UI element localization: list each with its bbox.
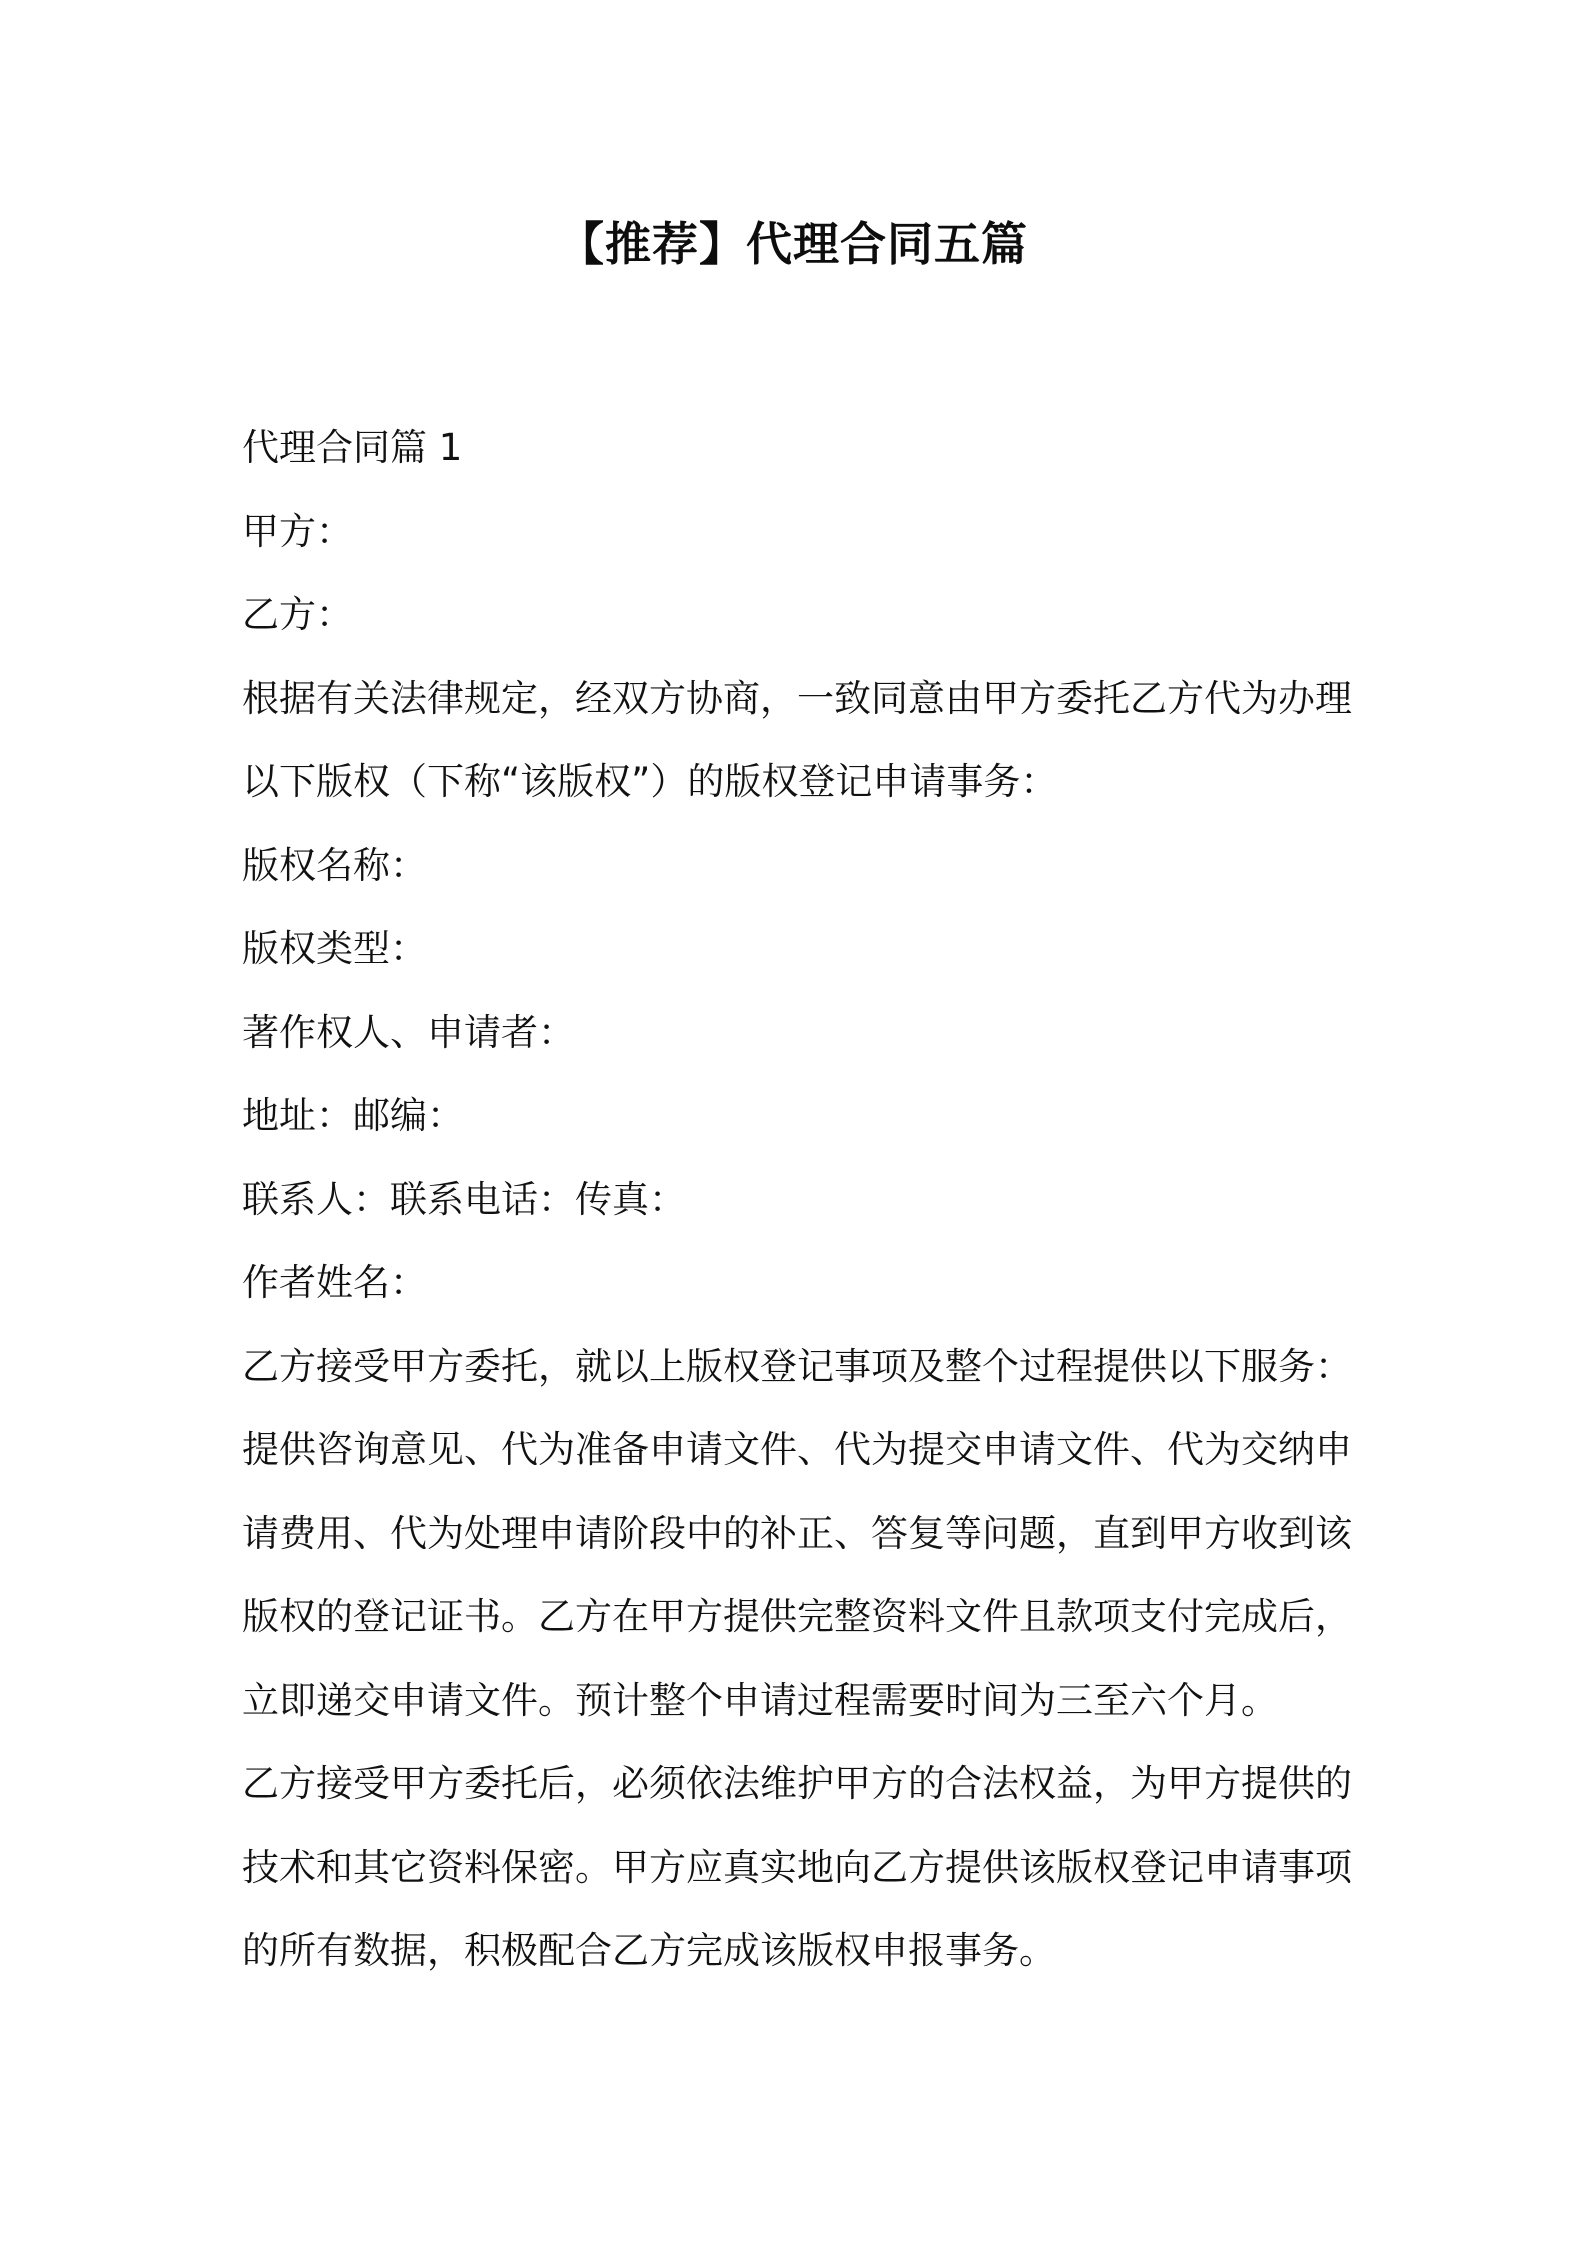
paragraph-line: 立即递交申请文件。预计整个申请过程需要时间为三至六个月。 — [242, 1678, 1278, 1722]
document-title: 【推荐】代理合同五篇 — [558, 217, 1028, 271]
party-a-field: 甲方： — [242, 509, 353, 553]
paragraph-line: 技术和其它资料保密。甲方应真实地向乙方提供该版权登记申请事项 — [242, 1845, 1352, 1889]
paragraph-line: 版权的登记证书。乙方在甲方提供完整资料文件且款项支付完成后， — [242, 1595, 1352, 1638]
paragraph-line: 的所有数据，积极配合乙方完成该版权申报事务。 — [242, 1929, 1056, 1972]
paragraph-line: 提供咨询意见、代为准备申请文件、代为提交申请文件、代为交纳申 — [242, 1428, 1352, 1471]
paragraph-line: 请费用、代为处理申请阶段中的补正、答复等问题，直到甲方收到该 — [242, 1511, 1352, 1555]
copyright-owner-field: 著作权人、申请者： — [242, 1010, 575, 1054]
document-body — [242, 406, 1352, 1993]
paragraph-line: 乙方接受甲方委托，就以上版权登记事项及整个过程提供以下服务： — [242, 1344, 1352, 1388]
section-heading: 代理合同篇 1 — [242, 426, 463, 469]
author-name-field: 作者姓名： — [242, 1261, 427, 1304]
contact-field: 联系人：联系电话：传真： — [242, 1177, 686, 1221]
copyright-type-field: 版权类型： — [242, 927, 427, 970]
paragraph-line: 根据有关法律规定，经双方协商，一致同意由甲方委托乙方代为办理 — [242, 676, 1352, 720]
copyright-name-field: 版权名称： — [242, 843, 427, 887]
address-field: 地址：邮编： — [242, 1094, 464, 1137]
party-b-field: 乙方： — [242, 593, 353, 636]
paragraph-line: 以下版权（下称“该版权”）的版权登记申请事务： — [242, 760, 1058, 803]
paragraph-line: 乙方接受甲方委托后，必须依法维护甲方的合法权益，为甲方提供的 — [242, 1762, 1352, 1805]
